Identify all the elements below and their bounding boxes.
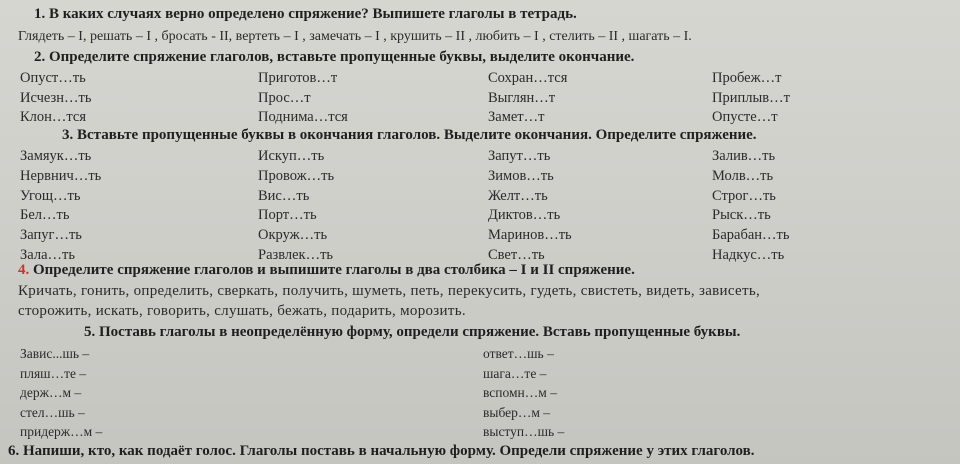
task3-word: Маринов…ть [488,227,572,244]
task3-word: Нервнич…ть [20,167,102,184]
task6-title: 6. Напиши, кто, как подаёт голос. Глаголы поставь в начальную форму. Определи спряжение у этих глаголов. [8,443,755,459]
task2-word: Опуст…ть [20,70,86,86]
task2-word: Исчезн…ть [20,89,92,106]
task3-word: Рыск…ть [712,207,771,224]
task3-word: Вис…ть [258,187,310,204]
task3-word: Порт…ть [258,207,317,224]
task1-title: 1. В каких случаях верно определено спряжение? Выпишете глаголы в тетрадь. [34,6,577,22]
task3-word: Искуп…ть [258,148,325,164]
task5-left-word: Завис...шь – [20,346,90,361]
task2-word: Поднима…тся [258,109,348,125]
task3-word: Замяук…ть [20,148,92,164]
task2-word: Опусте…т [712,109,778,125]
task3-word: Желт…ть [488,187,548,204]
task4-verbs-line-2: сторожить, искать, говорить, слушать, бежать, подарить, морозить. [18,303,466,319]
task3-word: Провож…ть [258,167,335,184]
task5-right-word: выступ…шь – [483,424,565,439]
task3-word: Барабан…ть [712,227,790,244]
task3-word: Запуг…ть [20,227,82,244]
task4-title-text: Определите спряжение глаголов и выпишите глаголы в два столбика – I и II спряжение. [29,262,635,278]
task2-word: Прос…т [258,89,311,106]
task4-number: 4. [18,262,30,278]
task3-word: Угощ…ть [20,187,81,204]
task2-word: Приплыв…т [712,89,790,106]
task3-word: Строг…ть [712,187,776,204]
task5-right-word: выбер…м – [483,404,551,420]
task3-word: Зимов…ть [488,167,554,184]
task3-word: Запут…ть [488,148,551,164]
task5-right-word: шага…те – [483,365,547,381]
task5-left-word: придерж…м – [20,424,103,439]
task2-word: Приготов…т [258,70,338,86]
task3-word: Надкус…ть [712,247,785,263]
task2-word: Выглян…т [488,89,556,106]
task4-verbs-line-1: Кричать, гонить, определить, сверкать, получить, шуметь, петь, перекусить, гудеть, свистеть, видеть, зависеть, [18,283,761,299]
task3-word: Бел…ть [20,207,70,224]
task2-title: 2. Определите спряжение глаголов, вставьте пропущенные буквы, выделите окончание. [34,49,635,65]
task3-word: Молв…ть [712,167,774,184]
task5-left-word: пляш…те – [20,365,87,381]
task5-right-word: ответ…шь – [483,346,554,361]
task3-title: 3. Вставьте пропущенные буквы в окончания глаголов. Выделите окончания. Определите спряжение. [62,127,757,143]
task3-word: Диктов…ть [488,207,561,224]
task5-right-word: вспомн…м – [483,385,557,400]
task5-title: 5. Поставь глаголы в неопределённую форму, определи спряжение. Вставь пропущенные буквы. [84,324,741,340]
task3-word: Зала…ть [20,247,75,263]
task3-word: Залив…ть [712,148,776,164]
task2-word: Пробеж…т [712,70,782,86]
task2-word: Клон…тся [20,109,87,125]
task5-left-word: держ…м – [20,385,82,400]
task1-verbs-line: Глядеть – I, решать – I , бросать - II, вертеть – I , замечать – I , крушить – II , любить – I , стелить – II , шагать – I. [18,29,692,44]
task2-word: Сохран…тся [488,70,568,86]
task2-word: Замет…т [488,109,545,125]
task3-word: Развлек…ть [258,247,334,263]
task3-word: Окруж…ть [258,227,328,244]
task5-left-word: стел…шь – [20,404,85,420]
task3-word: Свет…ть [488,247,545,263]
